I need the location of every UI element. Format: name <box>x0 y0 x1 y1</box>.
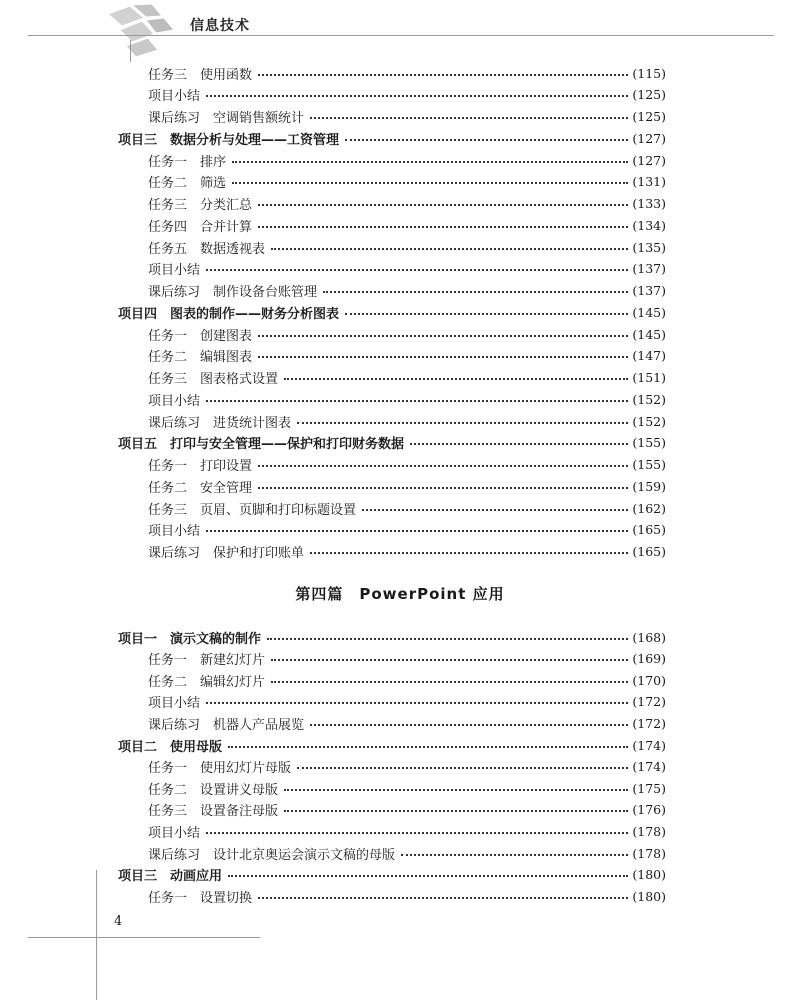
toc-entry-label: 项目小结 <box>148 825 201 841</box>
toc-task-entry[interactable] <box>148 520 666 540</box>
toc-entry-page: (125) <box>632 87 666 103</box>
toc-entry-label: 项目小结 <box>148 263 201 279</box>
toc-dot-leader <box>232 160 628 163</box>
toc-entry-label: 项目小结 <box>148 393 201 409</box>
toc-task-entry[interactable] <box>148 757 666 777</box>
page-number: 4 <box>114 914 123 929</box>
toc-dot-leader <box>232 181 628 184</box>
toc-dot-leader <box>258 464 628 467</box>
toc-task-entry[interactable] <box>148 843 666 863</box>
toc-dot-leader <box>271 658 628 661</box>
toc-entry-label: 项目三 数据分析与处理——工资管理 <box>118 132 340 148</box>
toc-entry-label: 任务二 编辑图表 <box>148 350 253 366</box>
toc-project-entry[interactable] <box>118 865 666 885</box>
toc-task-entry[interactable] <box>148 498 666 518</box>
toc-dot-leader <box>310 551 628 554</box>
toc-dot-leader <box>258 203 628 206</box>
toc-entry-page: (180) <box>632 888 666 904</box>
toc-entry-page: (131) <box>632 174 666 190</box>
toc-dot-leader <box>258 896 628 899</box>
toc-entry-label: 项目小结 <box>148 524 201 540</box>
toc-task-entry[interactable] <box>148 237 666 257</box>
toc-task-entry[interactable] <box>148 800 666 820</box>
toc-entry-page: (178) <box>632 823 666 839</box>
toc-entry-label: 任务一 设置切换 <box>148 890 253 906</box>
toc-dot-leader <box>323 290 628 293</box>
toc-entry-label: 任务三 页眉、页脚和打印标题设置 <box>148 502 357 518</box>
toc-dot-leader <box>271 680 628 683</box>
toc-task-entry[interactable] <box>148 886 666 906</box>
toc-entry-page: (168) <box>632 629 666 645</box>
toc-dot-leader <box>206 529 628 532</box>
toc-entry-page: (137) <box>632 283 666 298</box>
toc-task-entry[interactable] <box>148 172 666 192</box>
toc-task-entry[interactable] <box>148 649 666 669</box>
toc-dot-leader <box>271 247 628 250</box>
toc-entry-label: 任务二 筛选 <box>148 176 227 192</box>
header-vertical-rule <box>130 40 131 62</box>
toc-dot-leader <box>206 399 628 402</box>
toc-task-entry[interactable] <box>148 107 666 127</box>
toc-task-entry[interactable] <box>148 215 666 235</box>
toc-task-entry[interactable] <box>148 281 666 301</box>
toc-entry-page: (176) <box>632 802 666 818</box>
toc-entry-page: (174) <box>632 759 666 775</box>
toc-entry-label: 项目四 图表的制作——财务分析图表 <box>118 306 340 322</box>
toc-task-entry[interactable] <box>148 778 666 798</box>
toc-task-entry[interactable] <box>148 476 666 496</box>
toc-dot-leader <box>284 809 628 812</box>
toc-entry-page: (152) <box>632 391 666 407</box>
toc-entry-page: (178) <box>632 845 666 861</box>
toc-dot-leader <box>410 442 628 445</box>
toc-entry-page: (151) <box>632 370 666 385</box>
toc-entry-page: (137) <box>632 261 666 277</box>
toc-entry-page: (174) <box>632 737 666 753</box>
toc-dot-leader <box>310 723 628 726</box>
toc-entry-label: 任务一 新建幻灯片 <box>148 653 266 669</box>
toc-entry-page: (159) <box>632 478 666 494</box>
toc-dot-leader <box>345 138 628 141</box>
toc-entry-page: (175) <box>632 780 666 796</box>
toc-entry-label: 任务二 安全管理 <box>148 480 253 496</box>
toc-entry-label: 任务一 创建图表 <box>148 328 253 344</box>
toc-task-entry[interactable] <box>148 455 666 475</box>
toc-project-entry[interactable] <box>118 128 666 148</box>
footer-rule <box>28 937 260 938</box>
toc-entry-label: 任务三 使用函数 <box>148 67 253 83</box>
toc-task-entry[interactable] <box>148 542 666 562</box>
toc-task-entry[interactable] <box>148 150 666 170</box>
toc-entry-label: 任务一 排序 <box>148 154 227 170</box>
toc-task-entry[interactable] <box>148 85 666 105</box>
header-title: 信息技术 <box>190 18 250 34</box>
toc-task-entry[interactable] <box>148 821 666 841</box>
toc-task-entry[interactable] <box>148 692 666 712</box>
section-title: 第四篇 PowerPoint 应用 <box>295 585 505 603</box>
toc-dot-leader <box>206 831 628 834</box>
toc-task-entry[interactable] <box>148 194 666 214</box>
toc-entry-label: 任务二 设置讲义母版 <box>148 782 279 798</box>
toc-entry-label: 任务一 使用幻灯片母版 <box>148 761 292 777</box>
toc-entry-page: (155) <box>632 435 666 451</box>
toc-entry-page: (165) <box>632 544 666 559</box>
toc-dot-leader <box>258 486 628 489</box>
toc-dot-leader <box>228 745 628 748</box>
toc-dot-leader <box>206 268 628 271</box>
toc-task-entry[interactable] <box>148 63 666 83</box>
toc-entry-page: (127) <box>632 130 666 146</box>
toc-entry-page: (115) <box>632 65 666 81</box>
toc-entry-page: (145) <box>632 304 666 320</box>
toc-entry-label: 任务三 设置备注母版 <box>148 804 279 820</box>
toc-entry-label: 任务三 分类汇总 <box>148 198 253 213</box>
toc-dot-leader <box>310 116 628 119</box>
toc-entry-page: (135) <box>632 239 666 255</box>
toc-dot-leader <box>258 334 628 337</box>
toc-entry-label: 任务三 图表格式设置 <box>148 372 279 387</box>
toc-task-entry[interactable] <box>148 389 666 409</box>
toc-entry-label: 任务五 数据透视表 <box>148 241 266 257</box>
toc-entry-label: 课后练习 制作设备台账管理 <box>148 285 318 300</box>
toc-dot-leader <box>267 637 628 640</box>
toc-entry-label: 任务二 编辑幻灯片 <box>148 674 266 690</box>
toc-entry-label: 任务四 合并计算 <box>148 219 253 235</box>
footer-vertical-rule <box>96 870 97 1000</box>
toc-entry-label: 项目二 使用母版 <box>118 739 223 755</box>
toc-entry-page: (172) <box>632 694 666 710</box>
toc-dot-leader <box>345 312 628 315</box>
toc-dot-leader <box>206 94 628 97</box>
toc-entry-page: (125) <box>632 109 666 124</box>
toc-dot-leader <box>258 225 628 228</box>
toc-entry-label: 课后练习 保护和打印账单 <box>148 546 305 561</box>
toc-task-entry[interactable] <box>148 346 666 366</box>
toc-dot-leader <box>297 766 628 769</box>
header-rule <box>28 35 774 36</box>
toc-project-entry[interactable] <box>118 735 666 755</box>
toc-entry-page: (170) <box>632 672 666 688</box>
toc-project-entry[interactable] <box>118 627 666 647</box>
book-logo-icon <box>100 4 180 58</box>
toc-entry-page: (165) <box>632 522 666 538</box>
toc-entry-label: 项目小结 <box>148 696 201 712</box>
toc-entry-page: (134) <box>632 217 666 233</box>
toc-entry-page: (162) <box>632 500 666 516</box>
toc-dot-leader <box>284 377 628 380</box>
toc-entry-page: (133) <box>632 196 666 211</box>
toc-dot-leader <box>362 508 628 511</box>
toc-entry-label: 项目五 打印与安全管理——保护和打印财务数据 <box>118 437 405 453</box>
toc-entry-page: (127) <box>632 152 666 168</box>
toc-entry-page: (145) <box>632 326 666 342</box>
toc-task-entry[interactable] <box>148 713 666 733</box>
toc-entry-label: 项目一 演示文稿的制作 <box>118 631 262 647</box>
toc-entry-page: (155) <box>632 457 666 472</box>
toc-project-entry[interactable] <box>118 433 666 453</box>
toc-dot-leader <box>258 355 628 358</box>
toc-entry-label: 课后练习 设计北京奥运会演示文稿的母版 <box>148 847 396 863</box>
toc-dot-leader <box>258 73 628 76</box>
toc-entry-label: 项目三 动画应用 <box>118 869 223 885</box>
toc-task-entry[interactable] <box>148 670 666 690</box>
toc-task-entry[interactable] <box>148 368 666 388</box>
toc-project-entry[interactable] <box>118 302 666 322</box>
toc-dot-leader <box>206 701 628 704</box>
toc-entry-page: (152) <box>632 413 666 429</box>
toc-entry-label: 项目小结 <box>148 89 201 105</box>
toc-task-entry[interactable] <box>148 259 666 279</box>
toc-task-entry[interactable] <box>148 411 666 431</box>
toc-dot-leader <box>228 874 628 877</box>
toc-entry-label: 任务一 打印设置 <box>148 459 253 474</box>
toc-dot-leader <box>284 788 628 791</box>
toc-entry-page: (147) <box>632 348 666 364</box>
toc-task-entry[interactable] <box>148 324 666 344</box>
toc-entry-page: (172) <box>632 715 666 731</box>
toc-entry-page: (180) <box>632 867 666 883</box>
toc-entry-label: 课后练习 空调销售额统计 <box>148 111 305 126</box>
toc-dot-leader <box>297 421 628 424</box>
toc-entry-page: (169) <box>632 651 666 667</box>
toc-entry-label: 课后练习 机器人产品展览 <box>148 717 305 733</box>
toc-entry-label: 课后练习 进货统计图表 <box>148 415 292 431</box>
toc-dot-leader <box>401 853 628 856</box>
